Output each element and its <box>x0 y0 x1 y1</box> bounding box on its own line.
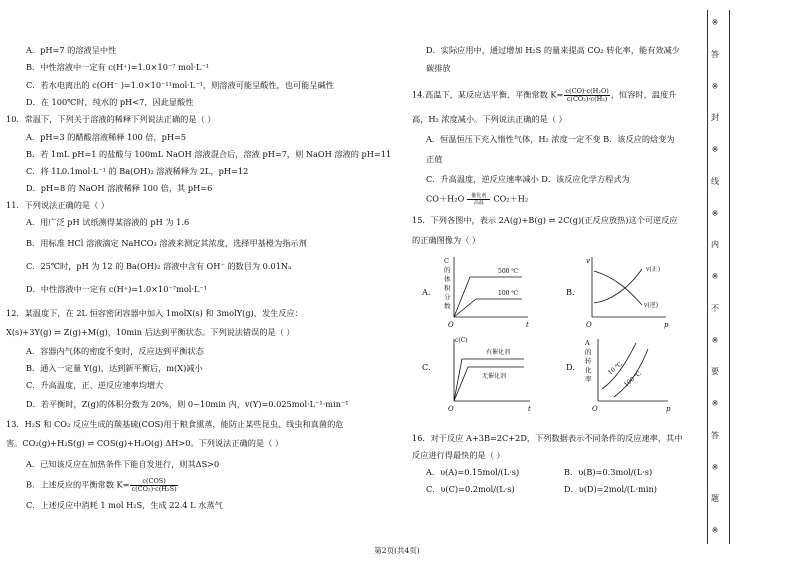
q16-option-b: B．υ(B)=0.3mol/(L·s) <box>564 467 653 477</box>
q10-option-a: A．pH=3 的醋酸溶液稀释 100 倍，pH=5 <box>26 132 187 142</box>
q9-option-d: D．在 100℃时，纯水的 pH<7，因此显酸性 <box>26 97 194 107</box>
q9-option-c: C．若水电离出的 c(OH⁻ )=1.0×10⁻¹¹mol·L⁻¹，则溶液可能呈酸性，也可能呈碱性 <box>26 80 334 90</box>
q15-option-c-label: C. <box>422 362 431 372</box>
seal-line-mark: ※ <box>711 526 719 535</box>
graph-a-svg <box>440 253 535 330</box>
graph-b-ylabel: v <box>586 257 590 265</box>
q11-option-d: D．中性溶液中一定有 c(H⁺)=1.0×10⁻⁷mol·L⁻¹ <box>26 284 208 294</box>
graph-b-curve-reverse <box>594 271 642 305</box>
q14-equation <box>426 193 528 206</box>
graph-a-curve-500 <box>454 277 522 317</box>
q15-graph-a <box>440 253 535 330</box>
q16-option-d: D．υ(D)=2mol/(L·min) <box>564 484 657 494</box>
q13-k-fraction <box>130 478 177 493</box>
q11-stem: 11．下列说法正确的是（ ） <box>6 200 110 210</box>
q9-option-a: A．pH=7 的溶液呈中性 <box>26 45 117 55</box>
q12-option-d: D．若平衡时，Z(g)的体积分数为 20%，则 0~10min 内，v(Y)=0.025mol·L⁻¹·min⁻¹ <box>26 399 349 409</box>
q15-option-d-label: D. <box>566 362 575 372</box>
q12-equation: X(s)+3Y(g) ⇌ Z(g)+M(g)，10min 后达到平衡状态。下列说法错误的是（ ） <box>6 327 295 337</box>
q12-option-b: B．通入一定量 Y(g)，达到新平衡后，m(X)减小 <box>26 363 203 373</box>
seal-line-mark: ※ <box>711 399 719 408</box>
q16-option-a: A．υ(A)=0.15mol/(L·s) <box>426 467 520 477</box>
q12-option-c: C．升高温度，正、逆反应速率均增大 <box>26 380 164 390</box>
q14-eq-temperature: 高温 <box>473 200 484 206</box>
q13-option-d-line2: 碳排放 <box>426 63 451 73</box>
graph-a-ylabel-0: C <box>444 257 449 265</box>
graph-d-curve-100 <box>614 349 648 397</box>
q14-k-fraction <box>564 88 609 103</box>
q10-option-d: D．pH=8 的 NaOH 溶液稀释 100 倍，其 pH=6 <box>26 183 213 193</box>
graph-d-series-100: 100 ℃ <box>622 370 643 389</box>
q16-stem: 16．对于反应 A+3B=2C+2D，下列数据表示不同条件的反应速率，其中 <box>412 433 683 443</box>
q16-stem-line2: 反应进行得最快的是（ ） <box>412 450 505 460</box>
q14-options-ab-cont: 正值 <box>426 154 443 164</box>
graph-c-ylabel: c(C) <box>455 337 468 344</box>
q14-eq-left: CO＋H₂O <box>426 193 465 204</box>
seal-line-mark: ※ <box>711 335 719 345</box>
graph-a-xlabel: t <box>526 321 529 329</box>
graph-a-ylabel-2: 体 <box>444 275 451 283</box>
graph-d-series-10: 10 ℃ <box>606 360 624 377</box>
seal-line-mark: ※ <box>711 462 719 472</box>
q14-options-cd: C．升高温度，逆反应速率减小 D．该反应化学方程式为 <box>426 174 630 184</box>
seal-line-mark: ※ <box>711 208 719 218</box>
graph-c-xlabel: t <box>528 405 531 413</box>
seal-line-char: 内 <box>711 240 719 250</box>
seal-line-mark: ※ <box>711 145 719 154</box>
graph-b-origin: O <box>586 321 592 329</box>
q9-option-b: B．中性溶液中一定有 c(H⁺)=1.0×10⁻⁷ mol·L⁻¹ <box>26 62 210 72</box>
q13-option-a: A．已知该反应在加热条件下能自发进行，则其ΔS>0 <box>26 459 220 469</box>
seal-line-char: 封 <box>711 113 719 123</box>
graph-b-svg <box>580 253 675 330</box>
q16-option-c: C．υ(C)=0.2mol/(L·s) <box>426 484 515 494</box>
q15-stem-line2: 的正确图像为（ ） <box>412 235 481 245</box>
graph-d-ylabel-4: 率 <box>585 375 592 383</box>
q12-option-a: A．容器内气体的密度不变时，反应达到平衡状态 <box>26 346 204 356</box>
graph-c-series-catalyst: 有催化剂 <box>486 349 511 356</box>
q13-option-b <box>26 478 179 493</box>
q10-option-b: B．若 1mL pH=1 的盐酸与 100mL NaOH 溶液混合后，溶液 pH=7，则 NaOH 溶液的 pH=11 <box>26 149 392 159</box>
q15-graph-c <box>440 333 540 413</box>
q10-stem: 10．常温下，下列关于溶液的稀释下列说法正确的是（ ） <box>6 114 216 124</box>
graph-d-svg <box>580 333 675 413</box>
graph-c-svg <box>440 333 540 413</box>
q13-k-denominator: c(CO₂)·c(H₂S) <box>131 485 177 493</box>
q13-option-d-line1: D．实际应用中，通过增加 H₂S 的量来提高 CO₂ 转化率，能有效减少 <box>426 45 680 55</box>
graph-c-origin: O <box>448 405 454 413</box>
graph-b-xlabel: p <box>664 321 669 329</box>
seal-line-mark: ※ <box>711 18 719 27</box>
q13-stem-line2: 害。CO₂(g)+H₂S(g) ⇌ COS(g)+H₂O(g) ΔH>0。下列说法正确的是（ ） <box>6 438 284 448</box>
q15-stem: 15．下列各图中，表示 2A(g)+B(g) ⇌ 2C(g)(正反应放热)这个可逆反应 <box>412 215 678 225</box>
seal-line-rule-right <box>729 10 730 544</box>
q13-stem-line1: 13．H₂S 和 CO₂ 反应生成的羰基硫(COS)用于粮食熏蒸，能防止某些昆虫、线虫和真菌的危 <box>6 419 344 429</box>
q13-k-numerator: c(COS) <box>130 478 177 486</box>
q14-stem-line2: 高，H₂ 浓度减小。下列说法正确的是（ ） <box>412 114 567 124</box>
q14-stem <box>412 88 676 103</box>
graph-b-series-forward: v(正) <box>646 266 661 273</box>
seal-line-mark: ※ <box>711 81 719 91</box>
q11-option-c: C．25℃时，pH 为 12 的 Ba(OH)₂ 溶液中含有 OH⁻ 的数目为 0.01Nₐ <box>26 261 292 271</box>
q14-stem-suffix: ，恒容时，温度升 <box>610 89 677 100</box>
seal-line-sidebar <box>705 0 721 564</box>
graph-a-origin: O <box>448 321 454 329</box>
q14-k-denominator: c(CO₂)·c(H₂) <box>566 95 608 103</box>
graph-d-ylabel-1: 的 <box>585 348 592 356</box>
seal-line-char: 题 <box>711 494 719 504</box>
seal-line-char: 线 <box>711 176 719 186</box>
q14-options-ab: A．恒温恒压下充入惰性气体，H₂ 浓度一定不变 B．该反应的焓变为 <box>426 134 675 144</box>
graph-d-ylabel-2: 转 <box>585 357 592 365</box>
graph-a-series-500: 500 ℃ <box>498 268 519 275</box>
seal-line-char: 答 <box>711 49 719 59</box>
graph-c-series-no-catalyst: 无催化剂 <box>482 373 507 380</box>
graph-c-curve-catalyst <box>454 359 524 401</box>
graph-a-ylabel-3: 积 <box>444 284 451 292</box>
page-footer: 第2页(共4页) <box>374 546 420 555</box>
q14-eq-catalyst: 催化剂 <box>467 193 490 200</box>
q14-eq-right: CO₂＋H₂ <box>493 193 529 204</box>
q12-stem: 12．某温度下，在 2L 恒容密闭容器中加入 1molX(s) 和 3molY(g)，发生反应： <box>6 308 303 318</box>
q15-option-a-label: A. <box>422 287 431 297</box>
q15-graph-b <box>580 253 675 330</box>
graph-a-ylabel-5: 数 <box>444 302 451 310</box>
q13-option-c: C．上述反应中消耗 1 mol H₂S，生成 22.4 L 水蒸气 <box>26 500 223 510</box>
seal-line-mark: ※ <box>711 272 719 281</box>
seal-line-char: 不 <box>711 303 719 313</box>
graph-d-ylabel-0: A <box>585 339 590 347</box>
q15-graph-d <box>580 333 675 413</box>
graph-d-origin: O <box>592 405 598 413</box>
q13-option-b-prefix: B．上述反应的平衡常数 K= <box>26 479 130 490</box>
q10-option-c: C．将 1L0.1mol·L⁻¹ 的 Ba(OH)₂ 溶液稀释为 2L，pH=12 <box>26 166 249 176</box>
q14-eq-condition <box>467 193 490 206</box>
graph-a-series-100: 100 ℃ <box>498 290 519 297</box>
q14-k-numerator: c(CO)·c(H₂O) <box>565 87 609 95</box>
seal-line-char: 答 <box>711 430 719 440</box>
graph-b-curve-forward <box>594 269 642 303</box>
graph-a-ylabel-4: 分 <box>444 293 451 301</box>
seal-line-rule-left <box>707 10 708 544</box>
graph-d-xlabel: p <box>666 405 671 413</box>
graph-a-curve-100 <box>454 299 522 317</box>
q11-option-a: A．用广泛 pH 试纸测得某溶液的 pH 为 1.6 <box>26 217 190 227</box>
graph-b-series-reverse: v(逆) <box>644 302 659 309</box>
q14-stem-prefix: 14.高温下，某反应达平衡，平衡常数 K= <box>412 89 564 100</box>
q15-option-b-label: B. <box>566 287 575 297</box>
seal-line-char: 要 <box>711 367 719 377</box>
graph-d-ylabel-3: 化 <box>585 366 592 374</box>
graph-a-ylabel-1: 的 <box>444 266 451 274</box>
q11-option-b: B．用标准 HCl 溶液滴定 NaHCO₃ 溶液来测定其浓度，选择甲基橙为指示剂 <box>26 238 307 248</box>
